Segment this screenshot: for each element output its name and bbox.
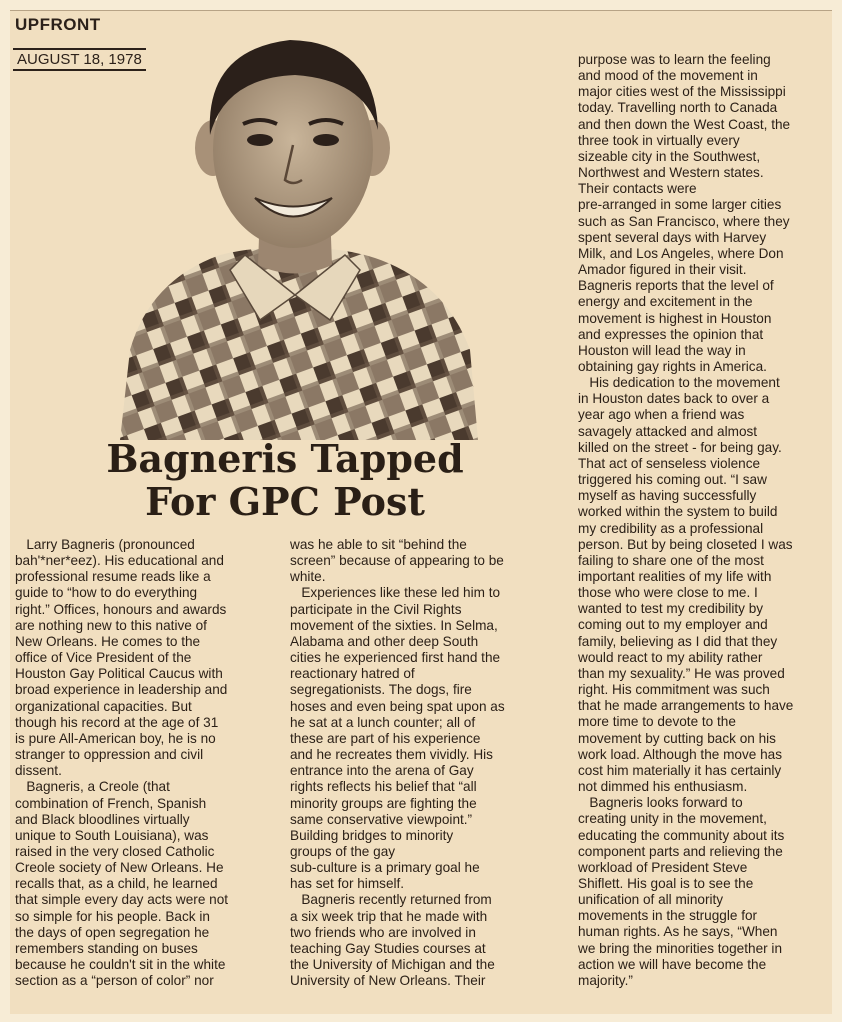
article-line: Milk, and Los Angeles, where Don bbox=[578, 245, 784, 261]
headline-line-2: For GPC Post bbox=[145, 478, 425, 524]
article-line: Their contacts were bbox=[578, 181, 697, 197]
article-line: that simple every day acts were not bbox=[15, 892, 229, 908]
article-line: Houston will lead the way in bbox=[578, 342, 746, 358]
article-line: office of Vice President of the bbox=[15, 650, 192, 666]
article-line: University of New Orleans. Their bbox=[290, 973, 486, 989]
article-line: he sat at a lunch counter; all of bbox=[290, 714, 476, 730]
article-line: sub-culture is a primary goal he bbox=[290, 860, 480, 876]
article-column-1 bbox=[15, 537, 277, 989]
article-line: cities he experienced first hand the bbox=[290, 650, 501, 666]
article-line: unique to South Louisiana), was bbox=[15, 827, 209, 843]
article-line: so simple for his people. Back in bbox=[15, 908, 210, 924]
article-line: important realities of my life with bbox=[578, 569, 772, 584]
article-line: and then down the West Coast, the bbox=[578, 116, 791, 132]
article-line: the University of Michigan and the bbox=[290, 957, 495, 973]
article-line: such as San Francisco, where they bbox=[578, 213, 790, 229]
article-line: raised in the very closed Catholic bbox=[15, 843, 215, 859]
article-line: Bagneris reports that the level of bbox=[578, 278, 774, 294]
article-line: Amador figured in their visit. bbox=[578, 262, 747, 278]
article-line: these are part of his experience bbox=[290, 730, 481, 746]
article-line: we bring the minorities together in bbox=[578, 940, 783, 956]
article-line: New Orleans. He comes to the bbox=[15, 633, 201, 649]
article-line: those who were close to me. I bbox=[578, 585, 758, 601]
article-line: screen” because of appearing to be bbox=[290, 553, 504, 569]
article-line: workload of President Steve bbox=[578, 859, 748, 875]
article-line: hoses and even being spat upon as bbox=[290, 698, 505, 714]
article-line: my credibility as a professional bbox=[578, 520, 764, 536]
article-line: the days of open segregation he bbox=[15, 924, 210, 940]
article-line: section as a “person of color” nor bbox=[15, 973, 214, 989]
article-line: obtaining gay rights in America. bbox=[578, 358, 767, 374]
article-line: person. But by being closeted I was bbox=[578, 536, 793, 552]
article-line: bah'*ner*eez). His educational and bbox=[15, 553, 224, 569]
article-line: educating the community about its bbox=[578, 827, 785, 843]
article-line: and he recreates them vividly. His bbox=[290, 747, 493, 763]
headline-line-1: Bagneris Tapped bbox=[106, 436, 464, 481]
article-line: minority groups are fighting the bbox=[290, 795, 477, 811]
article-line: Houston Gay Political Caucus with bbox=[15, 666, 223, 682]
article-line: myself as having successfully bbox=[578, 488, 757, 504]
article-line: energy and excitement in the bbox=[578, 294, 753, 310]
article-line: action we will have become the bbox=[578, 956, 767, 972]
article-column-3 bbox=[578, 52, 834, 989]
article-line: was he able to sit “behind the bbox=[290, 537, 467, 552]
article-line: more time to devote to the bbox=[578, 714, 736, 730]
article-line: wanted to test my credibility by bbox=[578, 601, 764, 617]
article-line: in Houston dates back to over a bbox=[578, 391, 770, 407]
article-line: Shiflett. His goal is to see the bbox=[578, 875, 754, 891]
article-line: Building bridges to minority bbox=[290, 827, 454, 843]
article-line: and mood of the movement in bbox=[578, 68, 758, 84]
article-line: Alabama and other deep South bbox=[290, 633, 479, 649]
article-line: two friends who are involved in bbox=[290, 924, 476, 940]
article-line: a six week trip that he made with bbox=[290, 908, 488, 924]
article-line: Creole society of New Orleans. He bbox=[15, 860, 224, 876]
article-line: groups of the gay bbox=[290, 843, 396, 859]
article-line: movement is highest in Houston bbox=[578, 310, 772, 326]
article-line: guide to “how to do everything bbox=[15, 585, 198, 601]
article-line: participate in the Civil Rights bbox=[290, 601, 462, 617]
article-line: right. His commitment was such bbox=[578, 682, 770, 698]
article-line: Northwest and Western states. bbox=[578, 165, 764, 181]
article-line: three took in virtually every bbox=[578, 132, 740, 148]
article-line: creating unity in the movement, bbox=[578, 811, 767, 827]
article-line: sizeable city in the Southwest, bbox=[578, 148, 761, 164]
article-line: human rights. As he says, “When bbox=[578, 924, 778, 940]
article-line: majority.” bbox=[578, 972, 633, 988]
article-line: movement of the sixties. In Selma, bbox=[290, 617, 498, 633]
article-line: coming out to my employer and bbox=[578, 617, 768, 633]
article-column-2 bbox=[290, 537, 555, 989]
article-line: are nothing new to this native of bbox=[15, 617, 207, 633]
article-line: unification of all minority bbox=[578, 892, 724, 908]
article-line: and expresses the opinion that bbox=[578, 326, 764, 342]
article-line: that he made arrangements to have bbox=[578, 698, 794, 714]
portrait-photo bbox=[110, 20, 480, 440]
article-line: entrance into the arena of Gay bbox=[290, 763, 474, 779]
article-line: component parts and relieving the bbox=[578, 843, 783, 859]
article-line: stranger to oppression and civil bbox=[15, 747, 204, 763]
article-line: Bagneris recently returned from bbox=[290, 892, 492, 908]
article-line: not dimmed his enthusiasm. bbox=[578, 779, 748, 795]
article-line: is pure All-American boy, he is no bbox=[15, 730, 216, 746]
article-line: cost him materially it has certainly bbox=[578, 762, 782, 778]
article-line: recalls that, as a child, he learned bbox=[15, 876, 218, 892]
article-line: would react to my ability rather bbox=[578, 649, 763, 665]
article-line: broad experience in leadership and bbox=[15, 682, 228, 698]
article-line: pre-arranged in some larger cities bbox=[578, 197, 782, 213]
issue-date: AUGUST 18, 1978 bbox=[13, 48, 146, 71]
article-line: Larry Bagneris (pronounced bbox=[15, 537, 195, 552]
article-line: remembers standing on buses bbox=[15, 940, 198, 956]
article-line: though his record at the age of 31 bbox=[15, 714, 219, 730]
article-line: reactionary hatred of bbox=[290, 666, 415, 682]
article-line: work load. Although the move has bbox=[578, 746, 783, 762]
article-line: purpose was to learn the feeling bbox=[578, 52, 771, 67]
article-line: major cities west of the Mississippi bbox=[578, 84, 786, 100]
article-line: killed on the street - for being gay. bbox=[578, 439, 782, 455]
article-line: has set for himself. bbox=[290, 876, 405, 892]
article-line: rights reflects his belief that “all bbox=[290, 779, 477, 795]
article-line: Bagneris, a Creole (that bbox=[15, 779, 170, 795]
article-line: worked within the system to build bbox=[578, 504, 778, 520]
article-line: because he couldn't sit in the white bbox=[15, 957, 226, 973]
article-line: teaching Gay Studies courses at bbox=[290, 940, 486, 956]
article-line: and Black bloodlines virtually bbox=[15, 811, 190, 827]
article-line: organizational capacities. But bbox=[15, 698, 192, 714]
article-line: professional resume reads like a bbox=[15, 569, 211, 585]
article-line: combination of French, Spanish bbox=[15, 795, 207, 811]
article-line: right.” Offices, honours and awards bbox=[15, 601, 227, 617]
article-line: Bagneris looks forward to bbox=[578, 795, 743, 811]
article-line: Experiences like these led him to bbox=[290, 585, 501, 601]
article-line: triggered his coming out. “I saw bbox=[578, 472, 767, 488]
article-line: That act of senseless violence bbox=[578, 455, 761, 471]
section-label: UPFRONT bbox=[15, 15, 101, 34]
article-line: family, believing as I did that they bbox=[578, 633, 778, 649]
article-line: segregationists. The dogs, fire bbox=[290, 682, 472, 698]
article-line: than my sexuality.” He was proved bbox=[578, 665, 785, 681]
article-line: His dedication to the movement bbox=[578, 375, 780, 391]
article-line: dissent. bbox=[15, 763, 62, 779]
article-line: same conservative viewpoint.” bbox=[290, 811, 473, 827]
article-line: savagely attacked and almost bbox=[578, 423, 758, 439]
article-line: failing to share one of the most bbox=[578, 552, 764, 568]
plaid-shirt bbox=[120, 248, 478, 440]
headline bbox=[55, 438, 515, 523]
article-line: spent several days with Harvey bbox=[578, 229, 767, 245]
article-line: movements in the struggle for bbox=[578, 908, 758, 924]
article-line: today. Travelling north to Canada bbox=[578, 100, 778, 116]
article-line: movement by cutting back on his bbox=[578, 730, 776, 746]
article-line: white. bbox=[290, 569, 326, 585]
article-line: year ago when a friend was bbox=[578, 407, 745, 423]
